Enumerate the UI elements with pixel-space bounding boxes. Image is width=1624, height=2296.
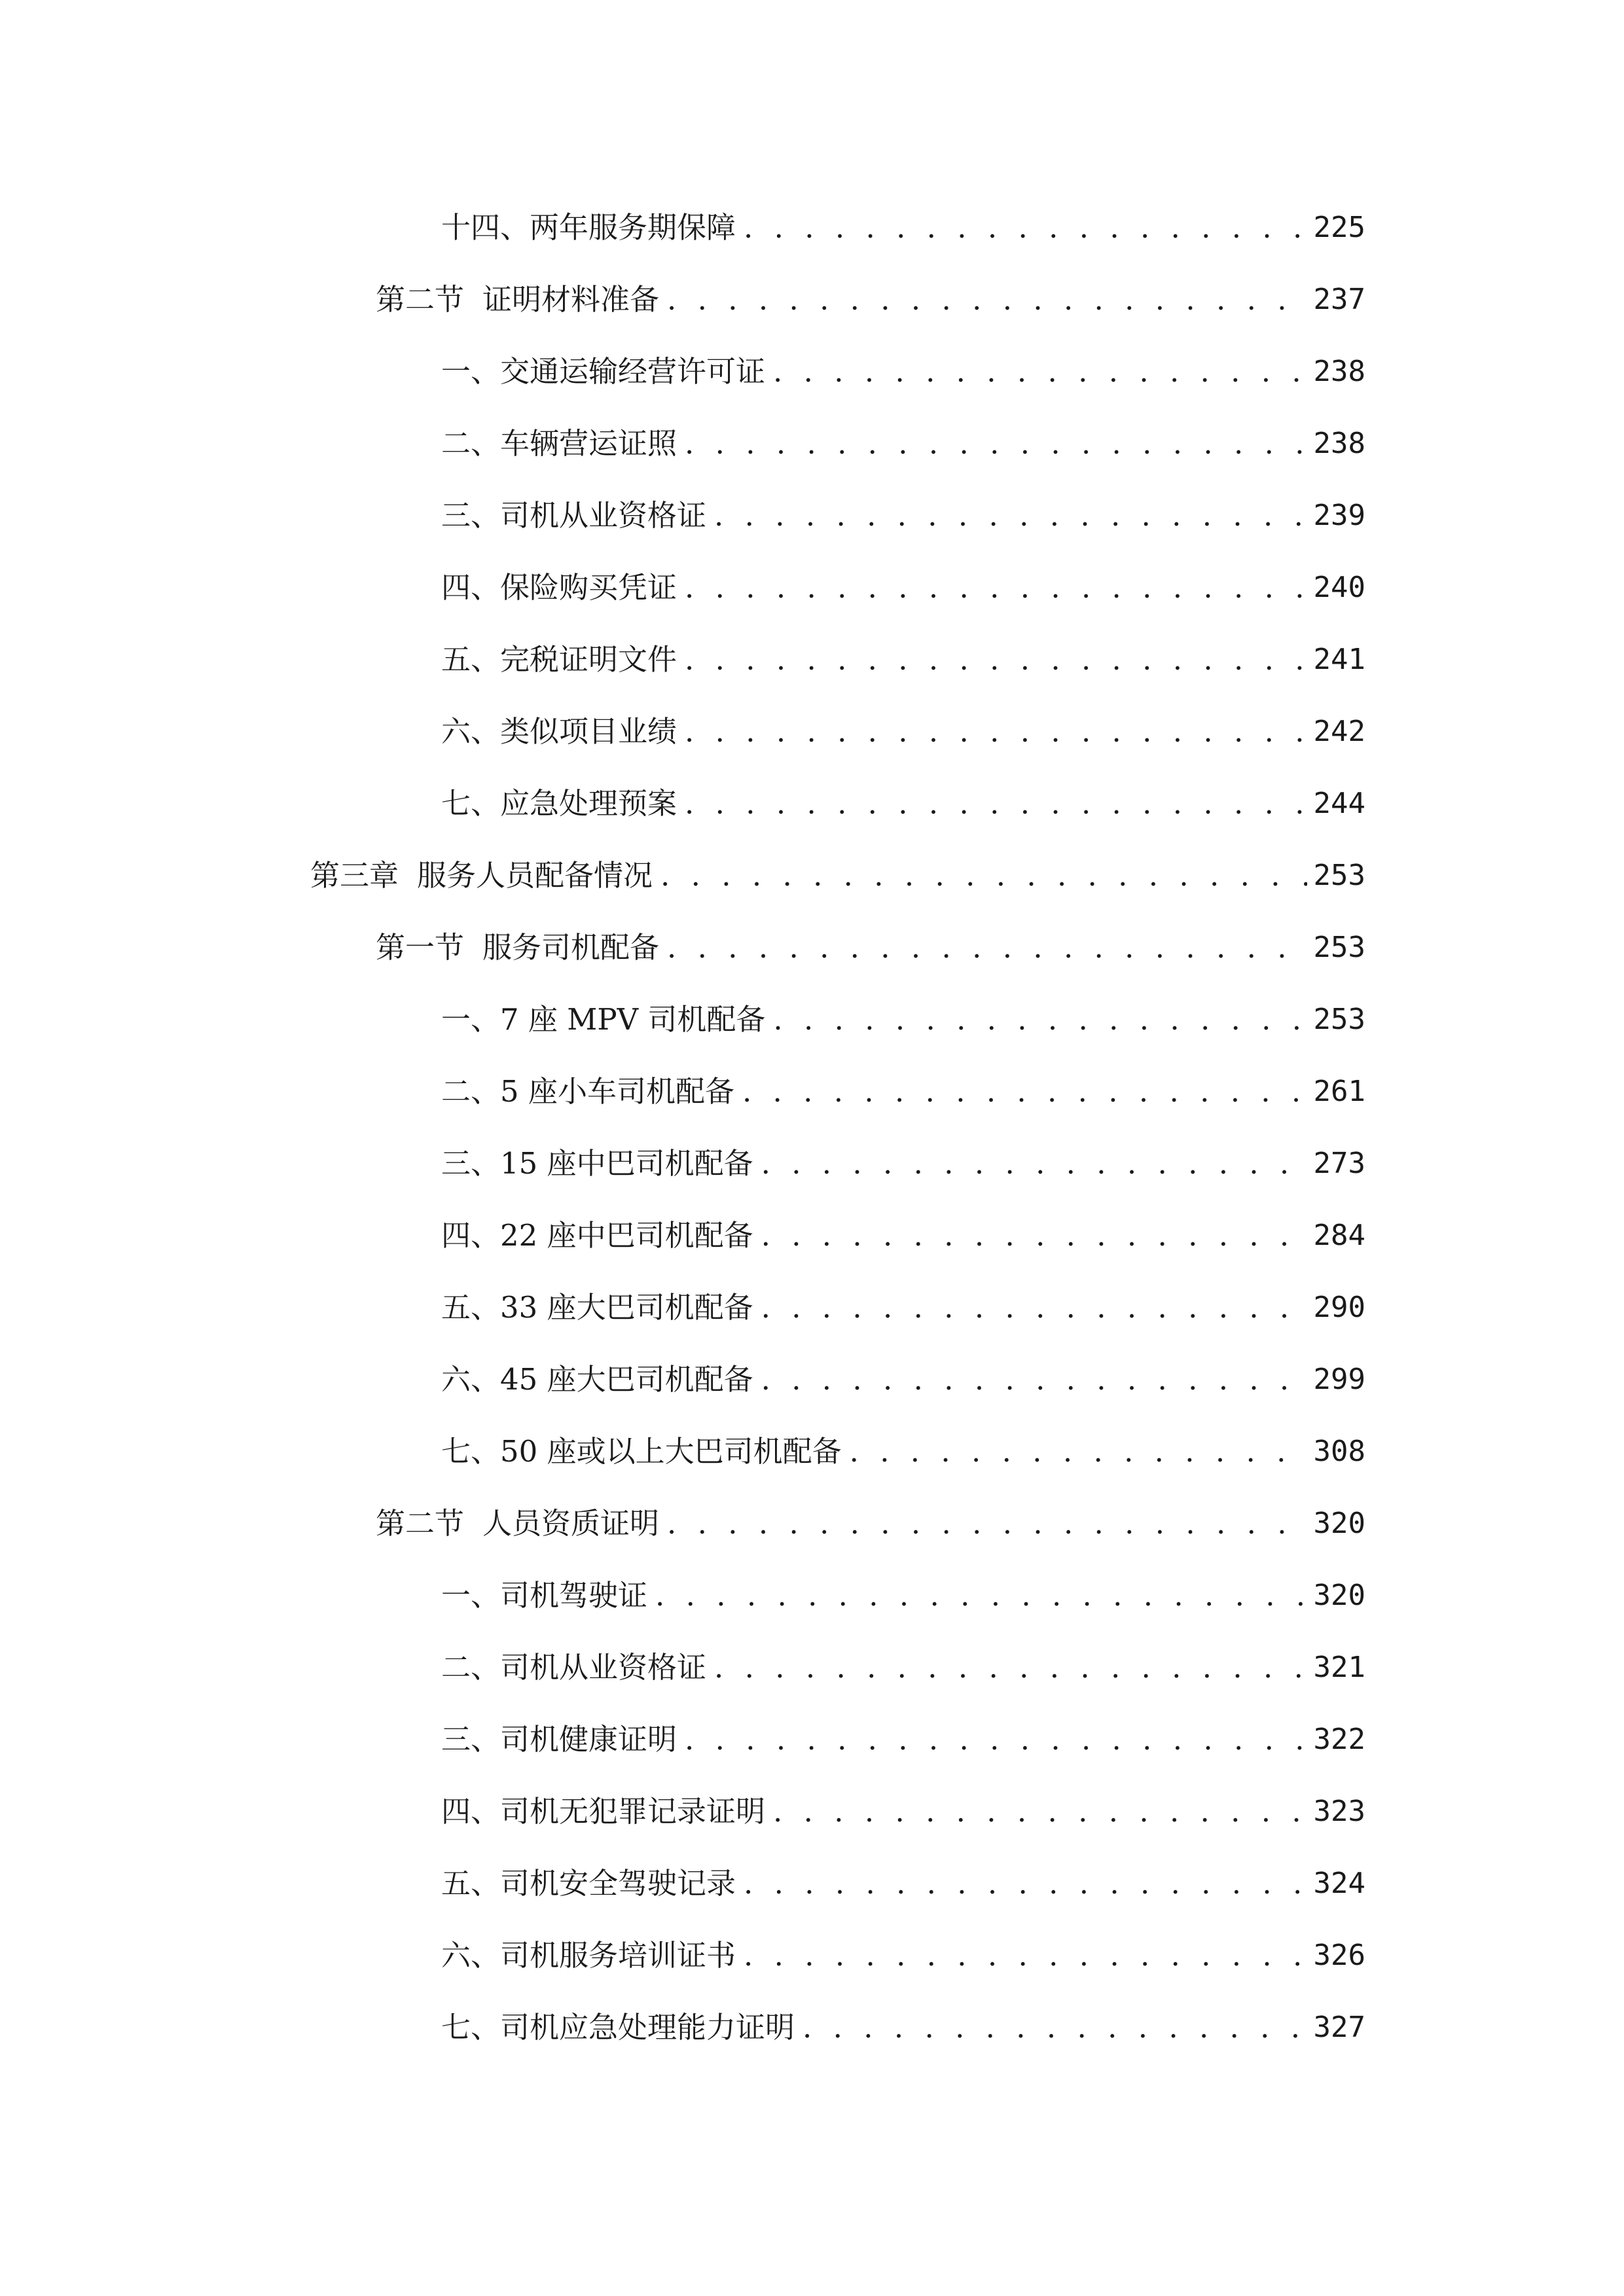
toc-entry-number: 三、: [441, 1722, 501, 1757]
toc-dot-leader: [655, 1573, 1307, 1619]
toc-entry[interactable]: [376, 1501, 1365, 1547]
toc-entry-number: 四、: [441, 1794, 501, 1829]
toc-entry-number: 二、: [441, 1074, 501, 1109]
toc-entry-title: 50 座或以上大巴司机配备: [500, 1434, 842, 1469]
toc-entry-title: 证明材料准备: [482, 282, 660, 317]
toc-entry[interactable]: [441, 565, 1365, 611]
toc-entry-title: 司机服务培训证书: [500, 1938, 736, 1973]
toc-entry-page: 290: [1313, 1291, 1365, 1324]
toc-dot-leader: [744, 205, 1307, 251]
toc-entry[interactable]: [441, 349, 1365, 395]
toc-entry-title: 类似项目业绩: [500, 714, 677, 749]
toc-entry-page: 241: [1313, 643, 1365, 676]
toc-entry-number: 六、: [441, 714, 501, 749]
toc-entry-page: 320: [1313, 1579, 1365, 1612]
toc-entry-page: 326: [1313, 1939, 1365, 1972]
toc-entry-number: 五、: [441, 1866, 501, 1901]
toc-entry[interactable]: [441, 205, 1365, 251]
toc-entry[interactable]: [441, 1069, 1365, 1115]
toc-entry[interactable]: [441, 1213, 1365, 1259]
toc-entry[interactable]: [441, 1645, 1365, 1691]
toc-entry-title: 人员资质证明: [482, 1506, 660, 1541]
toc-entry-title: 22 座中巴司机配备: [500, 1218, 753, 1253]
toc-dot-leader: [714, 493, 1307, 539]
toc-entry-page: 225: [1313, 211, 1365, 244]
toc-entry[interactable]: [376, 277, 1365, 323]
toc-entry-title: 交通运输经营许可证: [500, 354, 766, 389]
toc-entry-number: 七、: [441, 1434, 501, 1469]
toc-entry[interactable]: [441, 781, 1365, 827]
toc-dot-leader: [761, 1213, 1307, 1259]
toc-entry-title: 司机健康证明: [500, 1722, 677, 1757]
toc-entry-number: 一、: [441, 1578, 501, 1613]
toc-entry-page: 253: [1313, 1003, 1365, 1036]
toc-entry-number: 二、: [441, 1650, 501, 1685]
toc-dot-leader: [685, 565, 1307, 611]
toc-entry-number: 十四、: [441, 210, 530, 245]
toc-entry-title: 车辆营运证照: [500, 426, 677, 461]
toc-entry-title: 司机从业资格证: [500, 1650, 707, 1685]
toc-entry-number: 六、: [441, 1362, 501, 1397]
toc-entry-number: 第一节: [376, 930, 465, 965]
toc-dot-leader: [660, 853, 1307, 899]
toc-entry[interactable]: [441, 709, 1365, 755]
toc-entry-number: 七、: [441, 786, 501, 821]
toc-entry-title: 司机应急处理能力证明: [500, 2010, 795, 2045]
toc-entry-number: 第二节: [376, 1506, 465, 1541]
toc-entry-title: 保险购买凭证: [500, 570, 677, 605]
toc-entry[interactable]: [441, 421, 1365, 467]
toc-dot-leader: [773, 349, 1307, 395]
toc-dot-leader: [761, 1285, 1307, 1331]
toc-entry-title: 服务人员配备情况: [417, 858, 653, 893]
toc-entry-title: 应急处理预案: [500, 786, 677, 821]
toc-dot-leader: [744, 1933, 1307, 1979]
toc-entry-page: 320: [1313, 1507, 1365, 1540]
toc-entry-number: 一、: [441, 354, 501, 389]
toc-dot-leader: [685, 1717, 1307, 1763]
toc-entry-number: 四、: [441, 1218, 501, 1253]
toc-dot-leader: [761, 1141, 1307, 1187]
toc-entry[interactable]: [441, 2005, 1365, 2051]
toc-dot-leader: [667, 1501, 1307, 1547]
toc-entry[interactable]: [441, 1789, 1365, 1835]
toc-entry-title: 司机无犯罪记录证明: [500, 1794, 766, 1829]
toc-dot-leader: [685, 421, 1307, 467]
toc-entry-page: 327: [1313, 2011, 1365, 2044]
toc-entry-page: 237: [1313, 283, 1365, 316]
toc-dot-leader: [742, 1069, 1307, 1115]
toc-entry-page: 240: [1313, 571, 1365, 604]
toc-entry-number: 第二节: [376, 282, 465, 317]
toc-entry-number: 三、: [441, 498, 501, 533]
toc-dot-leader: [850, 1429, 1307, 1475]
toc-entry[interactable]: [441, 1141, 1365, 1187]
toc-dot-leader: [761, 1357, 1307, 1403]
toc-entry-title: 司机安全驾驶记录: [500, 1866, 736, 1901]
toc-dot-leader: [685, 709, 1307, 755]
toc-entry-page: 323: [1313, 1795, 1365, 1828]
toc-dot-leader: [803, 2005, 1307, 2051]
toc-entry[interactable]: [376, 925, 1365, 971]
toc-entry-title: 7 座 MPV 司机配备: [500, 1002, 766, 1037]
toc-entry[interactable]: [441, 1933, 1365, 1979]
toc-entry-page: 322: [1313, 1723, 1365, 1756]
toc-entry-title: 完税证明文件: [500, 642, 677, 677]
toc-entry-page: 238: [1313, 427, 1365, 460]
toc-entry-title: 服务司机配备: [482, 930, 660, 965]
toc-dot-leader: [685, 637, 1307, 683]
toc-entry[interactable]: [441, 1861, 1365, 1907]
toc-entry[interactable]: [441, 493, 1365, 539]
toc-entry[interactable]: [441, 637, 1365, 683]
toc-dot-leader: [685, 781, 1307, 827]
toc-entry-title: 两年服务期保障: [530, 210, 736, 245]
toc-entry-page: 261: [1313, 1075, 1365, 1108]
toc-dot-leader: [667, 277, 1307, 323]
toc-dot-leader: [744, 1861, 1307, 1907]
toc-entry-title: 33 座大巴司机配备: [500, 1290, 753, 1325]
toc-entry-page: 324: [1313, 1867, 1365, 1900]
toc-entry-number: 四、: [441, 570, 501, 605]
toc-entry-title: 45 座大巴司机配备: [500, 1362, 753, 1397]
toc-entry-title: 15 座中巴司机配备: [500, 1146, 753, 1181]
toc-entry[interactable]: [441, 1285, 1365, 1331]
toc-entry-title: 司机驾驶证: [500, 1578, 648, 1613]
toc-entry-page: 308: [1313, 1435, 1365, 1468]
toc-entry-number: 五、: [441, 642, 501, 677]
toc-entry-page: 253: [1313, 931, 1365, 964]
toc-entry-number: 三、: [441, 1146, 501, 1181]
toc-entry[interactable]: [441, 1357, 1365, 1403]
toc-entry-number: 七、: [441, 2010, 501, 2045]
toc-entry-page: 238: [1313, 355, 1365, 388]
toc-entry[interactable]: [310, 853, 1365, 899]
toc-entry-page: 244: [1313, 787, 1365, 820]
toc-entry[interactable]: [441, 1429, 1365, 1475]
toc-dot-leader: [667, 925, 1307, 971]
toc-entry-number: 第三章: [310, 858, 399, 893]
toc-entry-number: 一、: [441, 1002, 501, 1037]
toc-dot-leader: [714, 1645, 1307, 1691]
toc-entry-page: 273: [1313, 1147, 1365, 1180]
toc-entry-title: 司机从业资格证: [500, 498, 707, 533]
toc-entry-page: 242: [1313, 715, 1365, 748]
toc-entry-number: 五、: [441, 1290, 501, 1325]
toc-entry-page: 239: [1313, 499, 1365, 532]
toc-entry[interactable]: [441, 1573, 1365, 1619]
toc-entry-page: 321: [1313, 1651, 1365, 1684]
toc-entry[interactable]: [441, 1717, 1365, 1763]
toc-entry-number: 二、: [441, 426, 501, 461]
toc-entry[interactable]: [441, 997, 1365, 1043]
toc-entry-number: 六、: [441, 1938, 501, 1973]
toc-entry-page: 299: [1313, 1363, 1365, 1396]
toc-dot-leader: [773, 997, 1307, 1043]
toc-dot-leader: [773, 1789, 1307, 1835]
toc-entry-title: 5 座小车司机配备: [500, 1074, 734, 1109]
toc-entry-page: 284: [1313, 1219, 1365, 1252]
toc-entry-page: 253: [1313, 859, 1365, 892]
